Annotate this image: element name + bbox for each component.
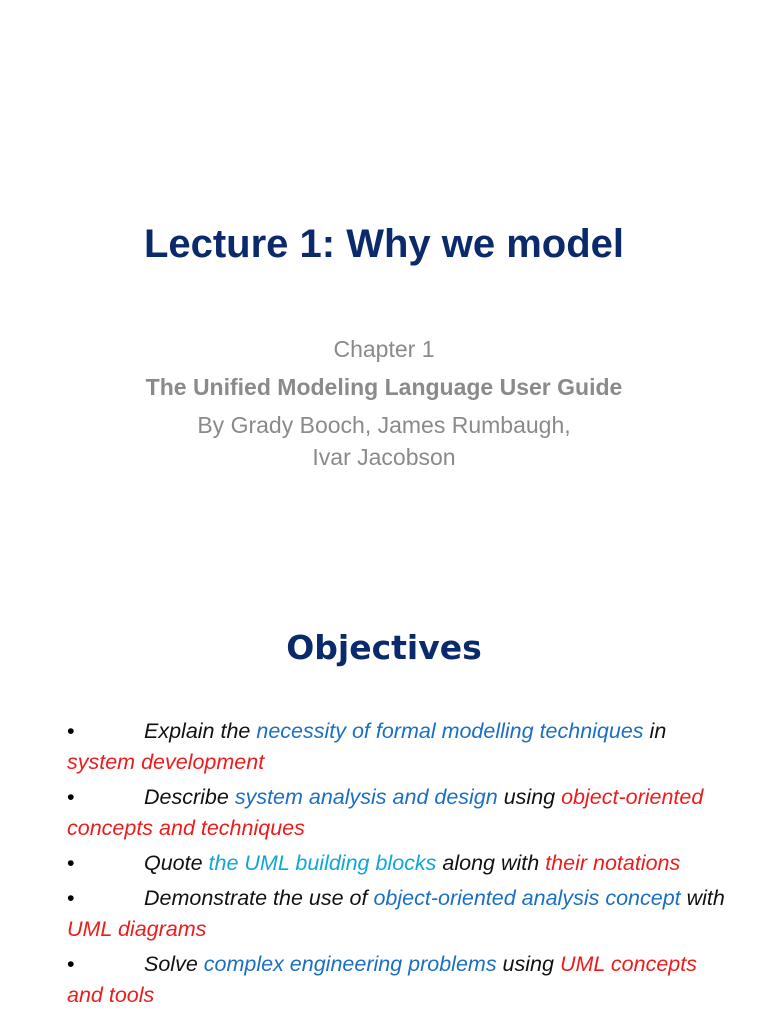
objective-text: using xyxy=(496,952,560,976)
objective-text: Quote xyxy=(144,851,209,875)
list-item xyxy=(67,883,727,945)
objective-text: along with xyxy=(436,851,546,875)
list-item xyxy=(67,782,727,844)
objective-highlight: UML diagrams xyxy=(67,917,207,941)
book-title: The Unified Modeling Language User Guide xyxy=(145,374,623,400)
objective-highlight: complex engineering problems xyxy=(203,952,497,976)
bullet-icon: • xyxy=(67,719,75,743)
objective-text: Describe xyxy=(144,785,235,809)
bullet-icon: • xyxy=(67,851,75,875)
authors-line-2: Ivar Jacobson xyxy=(312,444,456,470)
objective-highlight: UML concepts and tools xyxy=(67,952,697,1007)
bullet-icon: • xyxy=(67,952,75,976)
list-item xyxy=(67,716,727,778)
list-item xyxy=(67,848,727,879)
authors-line-1: By Grady Booch, James Rumbaugh, xyxy=(197,412,571,438)
objective-text: using xyxy=(497,785,562,809)
objective-highlight: object-oriented analysis concept xyxy=(373,886,681,910)
objective-text: Demonstrate the use of xyxy=(144,886,374,910)
chapter-label: Chapter 1 xyxy=(333,336,435,362)
slide-title: Lecture 1: Why we model xyxy=(143,222,625,266)
objective-text: Solve xyxy=(144,952,204,976)
objective-highlight: system analysis and design xyxy=(234,785,498,809)
bullet-icon: • xyxy=(67,785,75,809)
objective-highlight: necessity of formal modelling techniques xyxy=(256,719,644,743)
objectives-list xyxy=(67,716,727,1015)
list-item xyxy=(67,949,727,1011)
objective-highlight: object-oriented concepts and techniques xyxy=(67,785,704,840)
objective-highlight: the UML building blocks xyxy=(208,851,437,875)
objectives-heading: Objectives xyxy=(286,628,482,667)
objective-text: Explain the xyxy=(144,719,257,743)
bullet-icon: • xyxy=(67,886,75,910)
objective-text: with xyxy=(680,886,725,910)
objective-highlight: their notations xyxy=(545,851,681,875)
objective-highlight: system development xyxy=(67,750,265,774)
objective-text: in xyxy=(643,719,667,743)
